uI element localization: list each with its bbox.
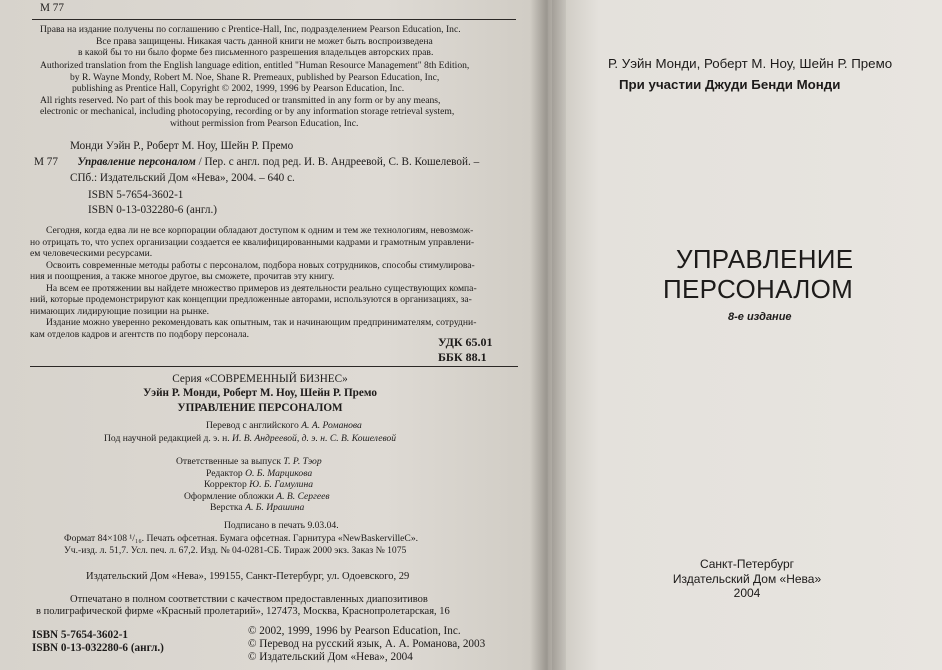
credit-name: А. Б. Ирашина bbox=[245, 502, 305, 513]
credit-role: Редактор bbox=[206, 467, 246, 479]
annotation-line: ний, которые продемонстрируют как концепции предложенные авторами, используются в организациях, за- bbox=[30, 294, 472, 305]
colophon-authors: Уэйн Р. Монди, Роберт М. Ноу, Шейн Р. Премо bbox=[143, 387, 377, 399]
translation-label: Перевод с английского bbox=[206, 420, 302, 431]
catalog-isbn bbox=[70, 189, 217, 217]
catalog-isbn-line: ISBN 0-13-032280-6 (англ.) bbox=[88, 204, 217, 216]
rights-en-line: without permission from Pearson Education, Inc. bbox=[170, 117, 359, 129]
copyright-line: © 2002, 1999, 1996 by Pearson Education, Inc. bbox=[248, 625, 461, 637]
signed-date: Подписано в печать 9.03.04. bbox=[224, 520, 339, 531]
rights-ru-line: Права на издание получены по соглашению с Prentice-Hall, Inc, подразделением Pearson Education, Inc. bbox=[40, 24, 461, 35]
catalog-title: Управление персоналом bbox=[77, 156, 196, 168]
rights-en-line: Authorized translation from the English language edition, entitled "Human Resource Management" 8th Edition, bbox=[40, 60, 470, 71]
annotation-line: Освоить современные методы работы с персоналом, подбора новых сотрудников, способы стимулирова- bbox=[46, 259, 475, 271]
publisher-city: Санкт-Петербург bbox=[699, 557, 795, 571]
book-title-line1: УПРАВЛЕНИЕ bbox=[676, 244, 854, 274]
footer-copyright bbox=[248, 625, 485, 664]
catalog-isbn-line: ISBN 5-7654-3602-1 bbox=[88, 189, 184, 201]
edition-label: 8-е издание bbox=[728, 311, 792, 323]
credit-role: Корректор bbox=[204, 479, 250, 490]
print-spec-line: Уч.-изд. л. 51,7. Усл. печ. л. 67,2. Изд. № 04-0281-СБ. Тираж 2000 экз. Заказ № 1075 bbox=[64, 544, 407, 556]
rights-ru-line: Все права защищены. Никакая часть данной книги не может быть воспроизведена bbox=[96, 35, 433, 47]
publisher-address: Издательский Дом «Нева», 199155, Санкт-Петербург, ул. Одоевского, 29 bbox=[86, 571, 410, 582]
copyright-line: © Перевод на русский язык, А. А. Романова, 2003 bbox=[248, 638, 486, 650]
footer-isbn-line: ISBN 5-7654-3602-1 bbox=[32, 629, 129, 641]
annotation-line: но отрицать то, что успех организации создается ее квалифицированными кадрами и грамотным управлени- bbox=[30, 236, 475, 248]
credit-name: О. Б. Марцикова bbox=[245, 467, 313, 479]
credit-name: А. В. Сергеев bbox=[276, 490, 330, 502]
series-name: Серия «СОВРЕМЕННЫЙ БИЗНЕС» bbox=[172, 373, 348, 385]
rights-en-line: electronic or mechanical, including photocopying, recording or by any information storage retrieval system, bbox=[40, 106, 455, 117]
annotation-line: Сегодня, когда едва ли не все корпорации обладают доступом к одним и тем же технологиям, невозмож- bbox=[46, 225, 474, 236]
annotation-line: На всем ее протяжении вы найдете множество примеров из деятельности реально существующих компа- bbox=[46, 282, 477, 294]
editors-names: И. В. Андреевой, д. э. н. С. В. Кошелевой bbox=[232, 433, 397, 444]
colophon-title: УПРАВЛЕНИЕ ПЕРСОНАЛОМ bbox=[177, 402, 343, 414]
annotation-line: нимающих лидирующие позиции на рынке. bbox=[30, 305, 210, 317]
annotation-line: ем человеческими ресурсами. bbox=[30, 248, 153, 259]
rights-notice-en bbox=[40, 60, 469, 129]
title-contributor: При участии Джуди Бенди Монди bbox=[619, 77, 841, 92]
book-title-line2: ПЕРСОНАЛОМ bbox=[663, 274, 854, 304]
credit-role: Оформление обложки bbox=[184, 490, 277, 502]
top-divider bbox=[32, 19, 516, 20]
annotation-line: кам отделов кадров и агентств по подбору персонала. bbox=[30, 328, 250, 340]
catalog-imprint: СПб.: Издательский Дом «Нева», 2004. – 640 с. bbox=[70, 172, 295, 184]
translation-credit bbox=[206, 420, 362, 432]
rights-en-line: by R. Wayne Mondy, Robert M. Noe, Shane R. Premeaux, published by Pearson Education, Inc, bbox=[70, 71, 440, 83]
rights-notice-ru bbox=[40, 24, 520, 59]
footer-isbn bbox=[32, 629, 164, 655]
print-spec-line: Формат 84×108 ¹/₁₆. Печать офсетная. Бумага офсетная. Гарнитура «NewBaskervilleC». bbox=[64, 533, 419, 544]
title-page bbox=[552, 0, 942, 670]
printing-line: Отпечатано в полном соответствии с качеством предоставленных диапозитивов bbox=[70, 594, 428, 605]
copyright-line: © Издательский Дом «Нева», 2004 bbox=[248, 651, 413, 663]
print-specs bbox=[64, 533, 418, 556]
credit-name: Т. Р. Тэор bbox=[283, 456, 322, 467]
printing-info bbox=[0, 594, 520, 618]
colophon-divider bbox=[30, 366, 518, 367]
publication-year: 2004 bbox=[733, 586, 761, 600]
production-credits bbox=[0, 456, 520, 514]
printing-line: в полиграфической фирме «Красный пролетарий», 127473, Москва, Краснопролетарская, 16 bbox=[36, 606, 450, 617]
catalog-code: М 77 bbox=[34, 156, 58, 168]
translator-name: А. А. Романова bbox=[301, 420, 362, 431]
credit-role: Ответственные за выпуск bbox=[176, 456, 284, 467]
rights-en-line: publishing as Prentice Hall, Copyright © 2002, 1999, 1996 by Pearson Education, Inc. bbox=[72, 83, 405, 94]
credit-role: Верстка bbox=[210, 502, 246, 513]
udk-code: УДК 65.01 bbox=[438, 335, 493, 349]
title-authors: Р. Уэйн Монди, Роберт М. Ноу, Шейн Р. Премо bbox=[608, 56, 893, 71]
editors-credit bbox=[104, 433, 396, 445]
catalog-entry bbox=[34, 156, 479, 169]
header-code: М 77 bbox=[40, 2, 64, 14]
publisher-name: Издательский Дом «Нева» bbox=[672, 572, 822, 586]
annotation-line: Издание можно уверенно рекомендовать как опытным, так и начинающим предпринимателям, сотрудни- bbox=[46, 317, 477, 328]
book-gutter bbox=[530, 0, 566, 670]
editors-label: Под научной редакцией д. э. н. bbox=[104, 433, 233, 444]
credit-name: Ю. Б. Гамулина bbox=[249, 479, 314, 490]
catalog-title-rest: / Пер. с англ. под ред. И. В. Андреевой, С. В. Кошелевой. – bbox=[195, 156, 480, 168]
catalog-authors: Монди Уэйн Р., Роберт М. Ноу, Шейн Р. Премо bbox=[70, 140, 294, 152]
annotation bbox=[30, 225, 477, 340]
rights-ru-line: в какой бы то ни было форме без письменного разрешения владельцев авторских прав. bbox=[78, 47, 434, 58]
footer-isbn-line: ISBN 0-13-032280-6 (англ.) bbox=[32, 642, 164, 654]
bbk-code: ББК 88.1 bbox=[438, 350, 487, 364]
annotation-line: ния и поощрения, а также многое другое, вы сможете, прочитав эту книгу. bbox=[30, 271, 335, 282]
rights-en-line: All rights reserved. No part of this book may be reproduced or transmitted in any form or by any means, bbox=[40, 94, 441, 106]
